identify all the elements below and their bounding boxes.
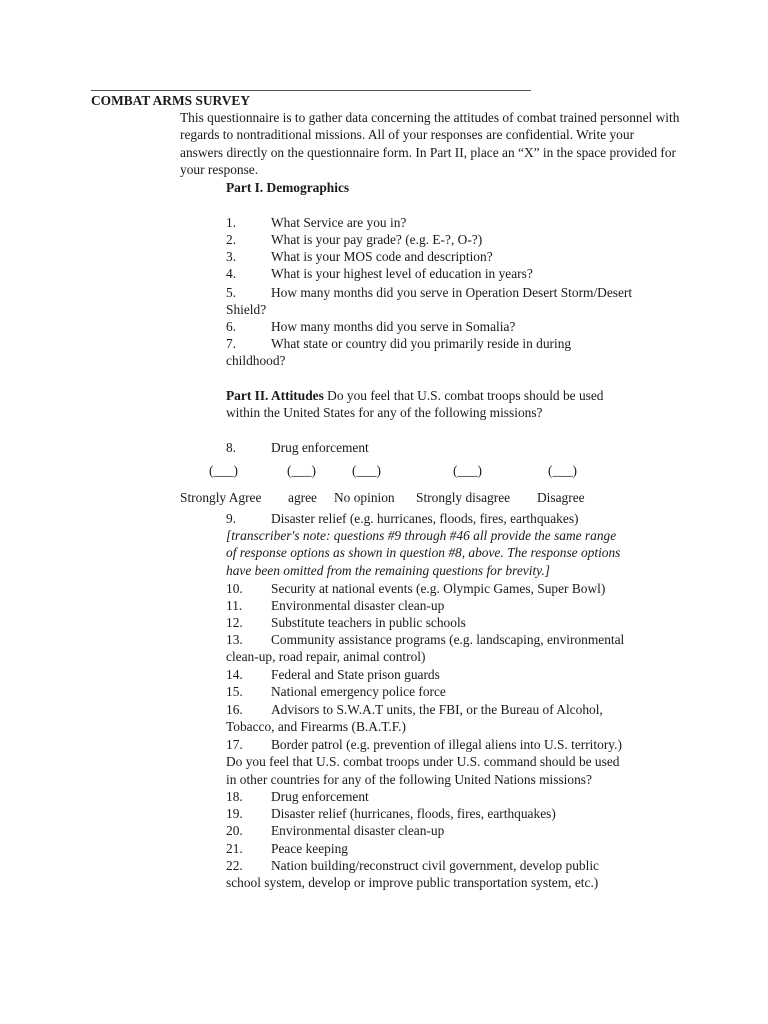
- question-20: 20. Environmental disaster clean-up: [226, 823, 445, 838]
- question-8: 8. Drug enforcement: [226, 440, 369, 455]
- option-label-no-opinion: No opinion: [334, 490, 395, 505]
- part1-heading: Part I. Demographics: [226, 180, 350, 195]
- header-rule: [91, 90, 531, 91]
- question-12: 12. Substitute teachers in public schools: [226, 615, 466, 630]
- option-label-agree: agree: [288, 490, 317, 505]
- question-22: 22. Nation building/reconstruct civil government, develop public school system, develop or improve public transportation system, etc.): [226, 858, 599, 891]
- transcriber-note: [transcriber's note: questions #9 through #46 all provide the same range of response options as shown in question #8, above. The response options have been omitted from the remaining questions for brevity.]: [226, 528, 621, 578]
- question-2: 2. What is your pay grade? (e.g. E-?, O-?): [226, 232, 483, 247]
- question-15: 15. National emergency police force: [226, 684, 446, 699]
- question-4: 4. What is your highest level of education in years?: [226, 266, 533, 281]
- option-label-disagree: Disagree: [537, 490, 585, 505]
- answer-blank-strongly-agree[interactable]: (___): [209, 463, 239, 478]
- question-13: 13. Community assistance programs (e.g. landscaping, environmental clean-up, road repair, animal control): [226, 632, 625, 665]
- part2-heading: Part II. Attitudes: [226, 388, 324, 403]
- question-16: 16. Advisors to S.W.A.T units, the FBI, or the Bureau of Alcohol, Tobacco, and Firearms (B.A.T.F.): [226, 702, 603, 735]
- question-3: 3. What is your MOS code and description?: [226, 249, 493, 264]
- part2-intro: Part II. Attitudes Do you feel that U.S. combat troops should be used within the United States for any of the following missions?: [226, 388, 604, 421]
- question-17: 17. Border patrol (e.g. prevention of illegal aliens into U.S. territory.) Do you feel that U.S. combat troops under U.S. command should be used in other countries for any of the following United Nations missions?: [226, 737, 622, 787]
- option-label-strongly-disagree: Strongly disagree: [416, 490, 511, 505]
- question-18: 18. Drug enforcement: [226, 789, 369, 804]
- question-1: 1. What Service are you in?: [226, 215, 407, 230]
- answer-blank-agree[interactable]: (___): [287, 463, 317, 478]
- question-14: 14. Federal and State prison guards: [226, 667, 440, 682]
- question-10: 10. Security at national events (e.g. Olympic Games, Super Bowl): [226, 581, 606, 596]
- question-6: 6. How many months did you serve in Somalia?: [226, 319, 516, 334]
- question-11: 11. Environmental disaster clean-up: [226, 598, 445, 613]
- question-19: 19. Disaster relief (hurricanes, floods, fires, earthquakes): [226, 806, 556, 821]
- question-9: 9. Disaster relief (e.g. hurricanes, floods, fires, earthquakes): [226, 511, 579, 526]
- intro-paragraph: This questionnaire is to gather data concerning the attitudes of combat trained personnel with regards to nontraditional missions. All of your responses are confidential. Write your answers directly on the questionnaire form. In Part II, place an “X” in the space provided for your response.: [180, 110, 680, 178]
- question-7: 7. What state or country did you primarily reside in during childhood?: [226, 336, 572, 369]
- question-5: 5. How many months did you serve in Operation Desert Storm/Desert Shield?: [226, 285, 633, 318]
- page-title: COMBAT ARMS SURVEY: [91, 93, 250, 108]
- answer-blank-no-opinion[interactable]: (___): [352, 463, 382, 478]
- answer-blank-strongly-disagree[interactable]: (___): [453, 463, 483, 478]
- option-label-strongly-agree: Strongly Agree: [180, 490, 262, 505]
- un-intro: Do you feel that U.S. combat troops under U.S. command should be used: [226, 754, 620, 770]
- answer-blank-disagree[interactable]: (___): [548, 463, 578, 478]
- question-21: 21. Peace keeping: [226, 841, 348, 856]
